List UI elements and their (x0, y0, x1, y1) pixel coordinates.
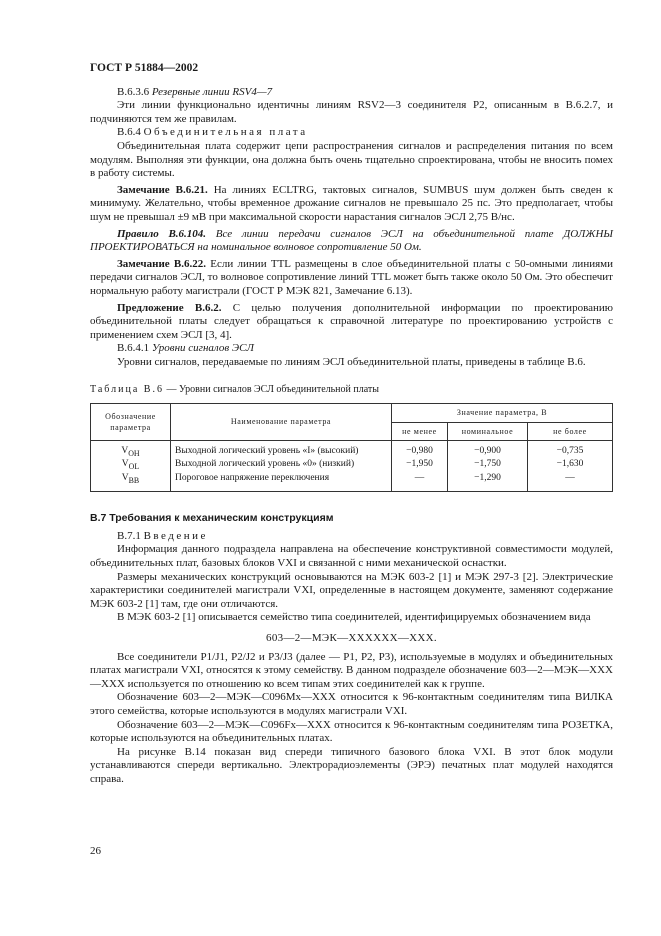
paragraph: На рисунке В.14 показан вид спереди типичного базового блока VXI. В этот блок модули устанавливаются спереди вертикально. Электрорадиоэлементы (ЭРЭ) печатных плат модулей находятся справа. (90, 745, 613, 785)
table-title: — Уровни сигналов ЭСЛ объединительной платы (163, 384, 379, 396)
cell-designation (91, 473, 171, 492)
section-b7-title: В.7 Требования к механическим конструкциям (90, 512, 334, 525)
cell-nom: −0,900 (448, 441, 528, 460)
cell-nom: −1,290 (448, 473, 528, 492)
note-text: На линиях ECLTRG, тактовых сигналов, SUMBUS шум должен быть сведен к минимуму. Желательно, чтобы временное дрожание сигналов не превышало 25 пс. Это предполагает, чтобы шум не превышал ±9 мВ при максимальной скорости нарастания сигналов ЭСЛ 2,75 В/нс. (90, 183, 613, 223)
symbol-subscript: OH (128, 448, 140, 458)
clause-title: Уровни сигналов ЭСЛ (151, 342, 254, 355)
rule-label: Правило В.6.104. (117, 227, 207, 240)
clause-b641-heading (90, 342, 613, 356)
cell-name: Пороговое напряжение переключения (171, 473, 392, 492)
connector-designation-formula: 603—2—МЭК—XXXXXX—XXX. (266, 631, 437, 644)
paragraph: В МЭК 603-2 [1] описывается семейство типа соединителей, идентифицируемых обозначением вида (117, 611, 591, 624)
cell-min: −0,980 (392, 441, 448, 460)
paragraph: Обозначение 603—2—МЭК—С096Мх—XXX относится к 96-контактным соединителям типа ВИЛКА этого семейства, которые используются в модулях магистрали VXI. (90, 691, 613, 717)
header-min: не менее (392, 422, 448, 441)
signal-levels-table (90, 403, 613, 492)
clause-number: В.6.4 (117, 126, 144, 139)
note-b622 (90, 258, 613, 299)
rule-text: Все линии передачи сигналов ЭСЛ на объединительной плате ДОЛЖНЫ ПРОЕКТИРОВАТЬСЯ на номинальное волновое сопротивление 50 Ом. (90, 227, 613, 254)
paragraph: Объединительная плата содержит цепи распространения сигналов и распределения питания по всем модулям. Выполняя эти функции, она должна быть очень тщательно спроектирована, чтобы не вносить помех в работу системы. (90, 139, 613, 180)
cell-min: — (392, 473, 448, 492)
clause-number: В.6.4.1 (117, 342, 152, 355)
paragraph: Все соединители Р1/J1, Р2/J2 и Р3/J3 (далее — Р1, Р2, Р3), используемые в модулях и объединительных платах магистрали VXI, относятся к этому семейству. В данном подразделе обозначение 603—2—МЭК—XXX—XXX используется по отношению ко всем типам этих соединителей как к группе. (90, 650, 613, 690)
clause-number: В.6.3.6 (117, 85, 152, 98)
header-value: Значение параметра, В (392, 404, 613, 423)
rule-b6104 (90, 228, 613, 255)
note-text: Если линии TTL размещены в слое объединительной платы с 50-омными линиями передачи сигналов ЭСЛ, то волновое сопротивление линий TTL может быть также около 50 Ом. Это обеспечит нормальную работу магистрали (ГОСТ Р МЭК 821, Замечание 6.13). (90, 257, 613, 297)
page-number: 26 (90, 845, 101, 857)
symbol: V (121, 472, 129, 483)
paragraph: Обозначение 603—2—МЭК—С096Fх—XXX относится к 96-контактным соединителям типа РОЗЕТКА, которые используются на объединительных платах. (90, 718, 613, 745)
document-header: ГОСТ Р 51884—2002 (90, 62, 199, 74)
note-label: Замечание В.6.21. (117, 183, 208, 196)
clause-b64-heading (90, 126, 613, 140)
suggestion-label: Предложение В.6.2. (117, 301, 222, 314)
clause-title: Резервные линии RSV4—7 (151, 85, 273, 98)
cell-nom: −1,750 (448, 459, 528, 472)
clause-number: В.7.1 (117, 529, 144, 542)
header-name: Наименование параметра (171, 404, 392, 441)
header-nom: номинальное (448, 422, 528, 441)
symbol-subscript: OL (128, 462, 140, 472)
table-row (91, 473, 613, 492)
table-label: Таблица В.6 (90, 384, 164, 396)
symbol-subscript: BB (128, 475, 140, 485)
clause-title: Введение (143, 529, 208, 542)
cell-designation (91, 459, 171, 472)
paragraph: Информация данного подраздела направлена на обеспечение конструктивной совместимости модулей, объединительных плат, базовых блоков VXI и связанной с ними механической оснастки. (90, 543, 613, 570)
clause-b636-heading (90, 86, 613, 100)
cell-min: −1,950 (392, 459, 448, 472)
paragraph: Уровни сигналов, передаваемые по линиям ЭСЛ объединительной платы, приведены в таблице В.6. (117, 355, 586, 368)
cell-max: −0,735 (528, 441, 613, 460)
note-label: Замечание В.6.22. (117, 257, 207, 270)
cell-name: Выходной логический уровень «0» (низкий) (171, 459, 392, 472)
cell-max: −1,630 (528, 459, 613, 472)
table-row (91, 441, 613, 460)
cell-designation (91, 441, 171, 460)
cell-name: Выходной логический уровень «I» (высокий) (171, 441, 392, 460)
table-caption (90, 383, 613, 397)
symbol: V (121, 459, 129, 470)
header-max: не более (528, 422, 613, 441)
paragraph: Размеры механических конструкций основываются на МЭК 603-2 [1] и МЭК 297-3 [2]. Электрические характеристики соединителей магистрали VXI, определенные в настоящем документе, заменяют содержание МЭК 603-2 [1] там, где они отличаются. (90, 570, 613, 610)
paragraph: Эти линии функционально идентичны линиям RSV2—3 соединителя Р2, описанным в В.6.2.7, и подчиняются тем же правилам. (90, 99, 613, 125)
suggestion-b62 (90, 302, 613, 343)
clause-title: Объединительная плата (143, 126, 308, 139)
suggestion-text: С целью получения дополнительной информации по проектированию объединительной платы следует обращаться к справочной литературе по проектированию устройств с применением схем ЭСЛ [3, 4]. (90, 301, 613, 341)
table-row (91, 459, 613, 472)
cell-max: — (528, 473, 613, 492)
header-designation: Обозначение параметра (91, 404, 171, 441)
symbol: V (121, 446, 129, 457)
clause-b71-heading (90, 530, 613, 544)
note-b621 (90, 184, 613, 225)
